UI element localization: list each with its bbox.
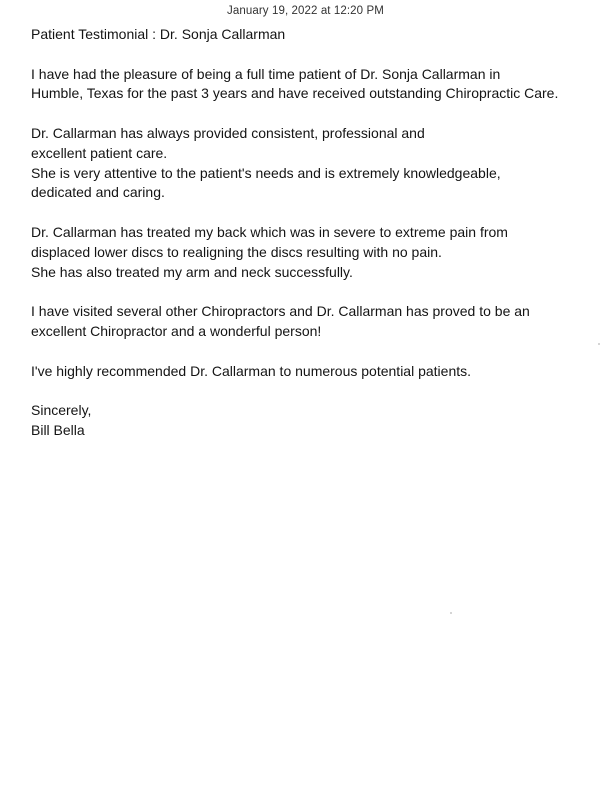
paragraph-gap — [31, 104, 591, 124]
paragraph-line: Dr. Callarman has always provided consistent, professional and — [31, 124, 425, 141]
print-timestamp: January 19, 2022 at 12:20 PM — [227, 5, 384, 17]
paragraph-5 — [31, 362, 591, 382]
paragraph-line: I've highly recommended Dr. Callarman to numerous potential patients. — [31, 362, 472, 379]
paragraph-gap — [31, 45, 591, 65]
paragraph-1 — [31, 65, 591, 105]
paragraph-line: I have had the pleasure of being a full time patient of Dr. Sonja Callarman in — [31, 65, 501, 82]
paragraph-line: I have visited several other Chiropractors and Dr. Callarman has proved to be an — [31, 303, 530, 320]
paragraph-line: Humble, Texas for the past 3 years and have received outstanding Chiropractic Care. — [31, 85, 559, 102]
paragraph-line: dedicated and caring. — [31, 184, 165, 201]
paragraph-line: She has also treated my arm and neck successfully. — [31, 263, 353, 280]
paragraph-line: She is very attentive to the patient's needs and is extremely knowledgeable, — [31, 164, 501, 181]
scan-speck — [598, 343, 600, 345]
closing-salutation: Sincerely, — [31, 402, 92, 419]
paragraph-line: Dr. Callarman has treated my back which was in severe to extreme pain from — [31, 223, 508, 240]
letter-title: Patient Testimonial : Dr. Sonja Callarman — [31, 26, 286, 42]
paragraph-gap — [31, 381, 591, 401]
paragraph-line: excellent patient care. — [31, 144, 168, 161]
paragraph-line: displaced lower discs to realigning the discs resulting with no pain. — [31, 243, 442, 260]
paragraph-gap — [31, 282, 591, 302]
paragraph-2 — [31, 124, 591, 203]
scan-speck — [450, 612, 452, 614]
paragraph-3 — [31, 223, 591, 282]
paragraph-4 — [31, 302, 591, 342]
paragraph-line: excellent Chiropractor and a wonderful person! — [31, 322, 322, 339]
letter-body — [31, 25, 591, 441]
paragraph-gap — [31, 342, 591, 362]
signature-name: Bill Bella — [31, 421, 85, 438]
paragraph-gap — [31, 203, 591, 223]
